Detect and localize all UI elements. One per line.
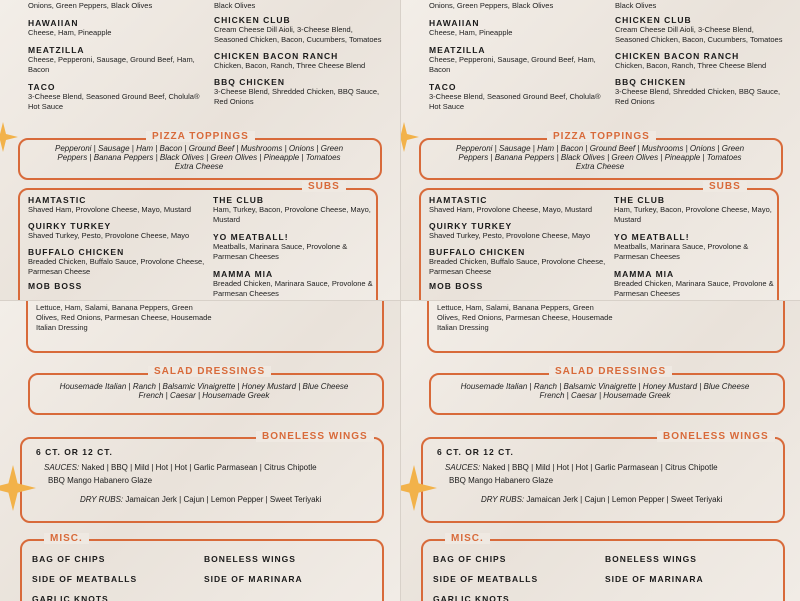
- rubs-row: [80, 495, 321, 505]
- item-desc: 3-Cheese Blend, Seasoned Ground Beef, Cholula® Hot Sauce: [429, 92, 601, 111]
- dressings-title: SALAD DRESSINGS: [148, 366, 271, 377]
- item-name: CHICKEN CLUB: [615, 15, 692, 25]
- menu-item: [28, 18, 208, 38]
- wings-title: BONELESS WINGS: [256, 431, 374, 442]
- misc-item: SIDE OF MEATBALLS: [32, 574, 138, 584]
- sparkle-star-icon: [0, 465, 36, 511]
- subs-right-col: [213, 195, 373, 299]
- item-desc: 3-Cheese Blend, Shredded Chicken, BBQ Sauce, Red Onions: [615, 87, 781, 106]
- item-name: CHICKEN BACON RANCH: [214, 51, 339, 61]
- olive-right: Black Olives: [615, 1, 657, 10]
- item-name: YO MEATBALL!: [213, 232, 289, 242]
- menu-item: [429, 247, 609, 277]
- item-desc: Ham, Turkey, Bacon, Provolone Cheese, Mayo, Mustard: [614, 205, 772, 224]
- misc-item: SIDE OF MARINARA: [605, 574, 704, 584]
- misc-item: BONELESS WINGS: [605, 554, 697, 564]
- menu-item: [429, 195, 609, 215]
- subs-left-col: [28, 195, 208, 291]
- misc-item: GARLIC KNOTS: [433, 594, 510, 601]
- toppings-line: Extra Cheese: [174, 162, 224, 171]
- item-desc: Shaved Ham, Provolone Cheese, Mayo, Mustard: [429, 205, 592, 214]
- misc-item: SIDE OF MEATBALLS: [433, 574, 539, 584]
- item-name: MAMMA MIA: [213, 269, 274, 279]
- item-name: TACO: [429, 82, 457, 92]
- item-desc: Ham, Turkey, Bacon, Provolone Cheese, Mayo, Mustard: [213, 205, 371, 224]
- item-name: CHICKEN BACON RANCH: [615, 51, 740, 61]
- sauces-line-2: BBQ Mango Habanero Glaze: [449, 476, 554, 485]
- menu-item: [214, 77, 386, 107]
- misc-box: [421, 539, 785, 601]
- sparkle-star-icon: [0, 122, 18, 152]
- menu-item: [28, 221, 208, 241]
- menu-item: [28, 82, 208, 112]
- mob-boss-desc: Lettuce, Ham, Salami, Banana Peppers, Green Olives, Red Onions, Parmesan Cheese, Housemade Italian Dressing: [437, 303, 613, 332]
- dressings-line: Housemade Italian | Ranch | Balsamic Vinaigrette | Honey Mustard | Blue Cheese: [460, 382, 750, 391]
- menu-item: [28, 195, 208, 215]
- dressings-list: [433, 382, 777, 400]
- menu-item: [614, 269, 774, 299]
- misc-item: GARLIC KNOTS: [32, 594, 109, 601]
- item-desc: 3-Cheese Blend, Seasoned Ground Beef, Cholula® Hot Sauce: [28, 92, 200, 111]
- sauces-line: Naked | BBQ | Mild | Hot | Hot | Garlic Parmasean | Citrus Chipotle: [482, 463, 718, 472]
- pizza-left-col: [429, 18, 609, 112]
- rubs-label: DRY RUBS:: [481, 495, 525, 504]
- menu-item: [614, 195, 774, 225]
- wings-title: BONELESS WINGS: [657, 431, 775, 442]
- item-desc: Shaved Turkey, Pesto, Provolone Cheese, Mayo: [429, 231, 591, 240]
- item-name: MAMMA MIA: [614, 269, 675, 279]
- menu-item: [28, 281, 208, 291]
- item-name: HAWAIIAN: [28, 18, 79, 28]
- item-desc: Cream Cheese Dill Aioli, 3-Cheese Blend, Seasoned Chicken, Bacon, Cucumbers, Tomatoes: [214, 25, 382, 44]
- menu-item: [28, 45, 208, 75]
- wings-count: 6 CT. OR 12 CT.: [36, 447, 113, 457]
- menu-item: [429, 18, 609, 38]
- item-desc: 3-Cheese Blend, Shredded Chicken, BBQ Sauce, Red Onions: [214, 87, 380, 106]
- item-name: BUFFALO CHICKEN: [429, 247, 526, 257]
- dressings-line: French | Caesar | Housemade Greek: [138, 391, 270, 400]
- item-desc: Shaved Ham, Provolone Cheese, Mayo, Mustard: [28, 205, 191, 214]
- mob-boss-desc: Lettuce, Ham, Salami, Banana Peppers, Green Olives, Red Onions, Parmesan Cheese, Housemade Italian Dressing: [36, 303, 212, 332]
- item-desc: Chicken, Bacon, Ranch, Three Cheese Blend: [615, 61, 767, 70]
- item-desc: Cheese, Ham, Pineapple: [429, 28, 513, 37]
- item-name: MOB BOSS: [429, 281, 484, 291]
- toppings-line: Pepperoni | Sausage | Ham | Bacon | Ground Beef | Mushrooms | Onions | Green: [54, 144, 344, 153]
- menu-item: [429, 45, 609, 75]
- menu-item: [28, 247, 208, 277]
- menu-top-page: [400, 0, 800, 300]
- olive-right: Black Olives: [214, 1, 256, 10]
- item-desc: Shaved Turkey, Pesto, Provolone Cheese, Mayo: [28, 231, 190, 240]
- item-desc: Cream Cheese Dill Aioli, 3-Cheese Blend, Seasoned Chicken, Bacon, Cucumbers, Tomatoes: [615, 25, 783, 44]
- item-name: QUIRKY TURKEY: [28, 221, 112, 231]
- dressings-list: [32, 382, 376, 400]
- pizza-left-col: [28, 18, 208, 112]
- subs-title: SUBS: [302, 181, 346, 192]
- item-desc: Breaded Chicken, Marinara Sauce, Provolone & Parmesan Cheeses: [213, 279, 373, 298]
- item-name: MOB BOSS: [28, 281, 83, 291]
- toppings-line: Peppers | Banana Peppers | Black Olives | Green Olives | Pineapple | Tomatoes: [57, 153, 341, 162]
- olive-line: Onions, Green Peppers, Black Olives: [429, 1, 554, 10]
- subs-title: SUBS: [703, 181, 747, 192]
- misc-title: MISC.: [445, 533, 490, 544]
- sauces-row: [445, 463, 718, 473]
- item-desc: Cheese, Ham, Pineapple: [28, 28, 112, 37]
- sauces-row: [44, 463, 317, 473]
- menu-item: [214, 51, 386, 71]
- menu-bottom-page: [400, 300, 800, 601]
- item-desc: Breaded Chicken, Marinara Sauce, Provolone & Parmesan Cheeses: [614, 279, 774, 298]
- rubs-line: Jamaican Jerk | Cajun | Lemon Pepper | Sweet Teriyaki: [526, 495, 723, 504]
- misc-item: SIDE OF MARINARA: [204, 574, 303, 584]
- item-name: QUIRKY TURKEY: [429, 221, 513, 231]
- item-desc: Meatballs, Marinara Sauce, Provolone & Parmesan Cheeses: [614, 242, 749, 261]
- pizza-right-col: [214, 15, 386, 107]
- menu-item: [429, 82, 609, 112]
- sauces-line-2: BBQ Mango Habanero Glaze: [48, 476, 153, 485]
- item-name: MEATZILLA: [429, 45, 486, 55]
- sparkle-star-icon: [400, 465, 437, 511]
- toppings-line: Extra Cheese: [575, 162, 625, 171]
- misc-title: MISC.: [44, 533, 89, 544]
- item-name: TACO: [28, 82, 56, 92]
- subs-right-col: [614, 195, 774, 299]
- dressings-line: French | Caesar | Housemade Greek: [539, 391, 671, 400]
- misc-item: BONELESS WINGS: [204, 554, 296, 564]
- toppings-line: Peppers | Banana Peppers | Black Olives | Green Olives | Pineapple | Tomatoes: [458, 153, 742, 162]
- menu-top-page: [0, 0, 400, 300]
- subs-left-col: [429, 195, 609, 291]
- sauces-label: SAUCES:: [44, 463, 80, 472]
- item-name: BBQ CHICKEN: [615, 77, 686, 87]
- toppings-list: [423, 144, 777, 171]
- olive-line: Onions, Green Peppers, Black Olives: [28, 1, 153, 10]
- menu-item: [213, 269, 373, 299]
- item-name: CHICKEN CLUB: [214, 15, 291, 25]
- sauces-label: SAUCES:: [445, 463, 481, 472]
- rubs-label: DRY RUBS:: [80, 495, 124, 504]
- rubs-line: Jamaican Jerk | Cajun | Lemon Pepper | Sweet Teriyaki: [125, 495, 322, 504]
- menu-item: [429, 281, 609, 291]
- sparkle-star-icon: [400, 122, 419, 152]
- dressings-title: SALAD DRESSINGS: [549, 366, 672, 377]
- toppings-title: PIZZA TOPPINGS: [547, 131, 656, 142]
- menu-item: [614, 232, 774, 262]
- item-name: HAMTASTIC: [429, 195, 488, 205]
- item-desc: Cheese, Pepperoni, Sausage, Ground Beef, Ham, Bacon: [28, 55, 195, 74]
- item-name: HAWAIIAN: [429, 18, 480, 28]
- item-name: MEATZILLA: [28, 45, 85, 55]
- item-name: THE CLUB: [614, 195, 665, 205]
- menu-item: [213, 232, 373, 262]
- rubs-row: [481, 495, 722, 505]
- menu-item: [615, 51, 787, 71]
- dressings-line: Housemade Italian | Ranch | Balsamic Vinaigrette | Honey Mustard | Blue Cheese: [59, 382, 349, 391]
- wings-count: 6 CT. OR 12 CT.: [437, 447, 514, 457]
- pizza-right-col: [615, 15, 787, 107]
- toppings-list: [22, 144, 376, 171]
- menu-item: [429, 221, 609, 241]
- item-name: HAMTASTIC: [28, 195, 87, 205]
- item-name: BBQ CHICKEN: [214, 77, 285, 87]
- toppings-title: PIZZA TOPPINGS: [146, 131, 255, 142]
- menu-item: [615, 77, 787, 107]
- item-name: YO MEATBALL!: [614, 232, 690, 242]
- misc-item: BAG OF CHIPS: [433, 554, 507, 564]
- item-desc: Cheese, Pepperoni, Sausage, Ground Beef, Ham, Bacon: [429, 55, 596, 74]
- menu-bottom-page: [0, 300, 400, 601]
- item-desc: Breaded Chicken, Buffalo Sauce, Provolone Cheese, Parmesan Cheese: [429, 257, 606, 276]
- item-desc: Chicken, Bacon, Ranch, Three Cheese Blend: [214, 61, 366, 70]
- item-name: THE CLUB: [213, 195, 264, 205]
- menu-item: [615, 15, 787, 45]
- misc-item: BAG OF CHIPS: [32, 554, 106, 564]
- item-desc: Breaded Chicken, Buffalo Sauce, Provolone Cheese, Parmesan Cheese: [28, 257, 205, 276]
- item-name: BUFFALO CHICKEN: [28, 247, 125, 257]
- misc-box: [20, 539, 384, 601]
- sauces-line: Naked | BBQ | Mild | Hot | Hot | Garlic Parmasean | Citrus Chipotle: [81, 463, 317, 472]
- menu-item: [214, 15, 386, 45]
- item-desc: Meatballs, Marinara Sauce, Provolone & Parmesan Cheeses: [213, 242, 348, 261]
- menu-item: [213, 195, 373, 225]
- toppings-line: Pepperoni | Sausage | Ham | Bacon | Ground Beef | Mushrooms | Onions | Green: [455, 144, 745, 153]
